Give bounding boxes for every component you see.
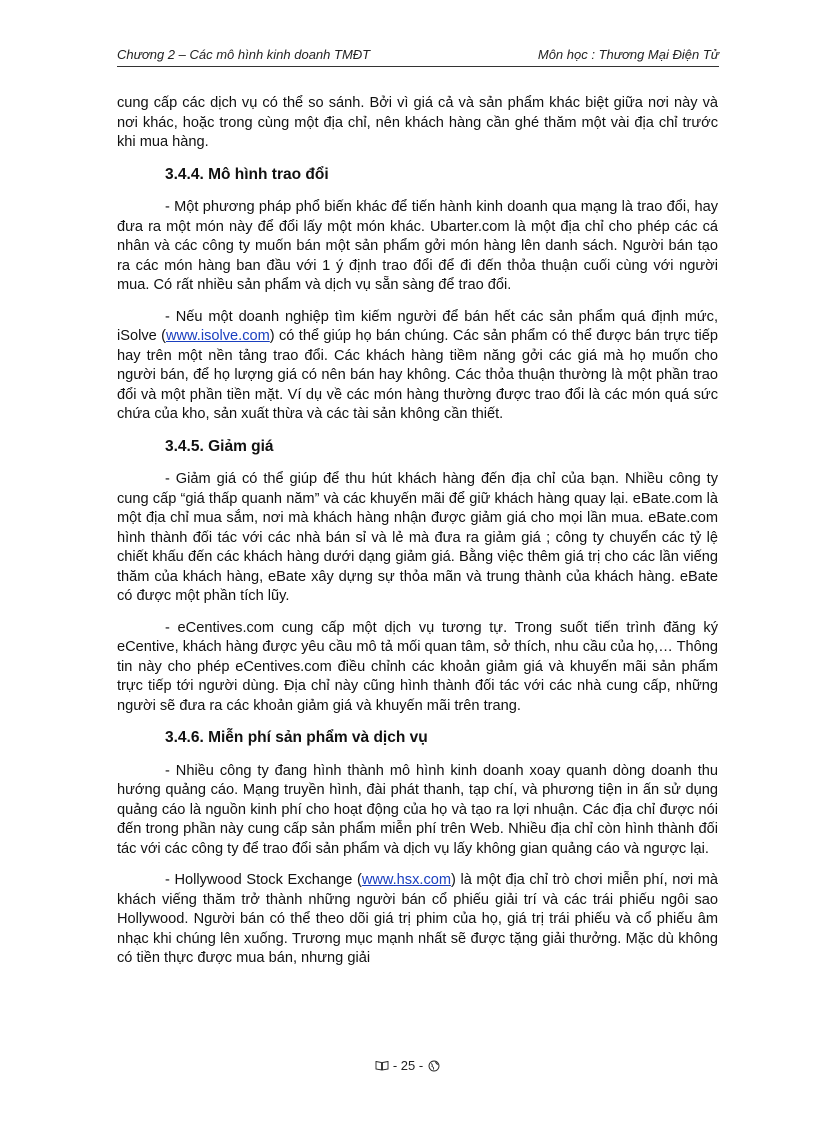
paragraph-barter-1: - Một phương pháp phổ biến khác để tiến hành kinh doanh qua mạng là trao đổi, hay đưa ra một món này để đổi lấy một món khác. Ubarter.com là một địa chỉ cho phép các cá nhân và các công ty muốn bán một sản phẩm gởi món hàng lên danh sách. Người bán tạo ra các món hàng ban đầu với 1 ý định trao đổi để đi đến thỏa thuận cuối cùng với người mua. Có rất nhiều sản phẩm và dịch vụ sẵn sàng để trao đổi. (117, 199, 718, 293)
paragraph-discount-1: - Giảm giá có thể giúp để thu hút khách hàng đến địa chỉ của bạn. Nhiều công ty cung cấp “giá thấp quanh năm” và các khuyến mãi để giữ khách hàng quay lại. eBate.com là một địa chỉ mua sắm, nơi mà khách hàng nhận được giảm giá cho mọi lần mua. eBate.com hình thành đối tác với các nhà bán sỉ và lẻ mà đưa ra giảm giá ; công ty chuyển các tỷ lệ chiết khấu đến các khách hàng dưới dạng giảm giá. Bằng việc thêm giá trị cho các lần viếng thăm của khách hàng, eBate xây dựng sự thỏa mãn và trung thành của khách hàng. eBate có được một phần tích lũy. (117, 471, 718, 604)
section-heading-3-4-4: 3.4.4. Mô hình trao đổi (165, 165, 329, 183)
section-heading-3-4-6: 3.4.6. Miễn phí sản phẩm và dịch vụ (165, 729, 428, 746)
paragraph-free-2 (117, 871, 718, 969)
page-footer (0, 1058, 816, 1073)
page-body (117, 94, 718, 981)
page-number: - 25 - (392, 1058, 424, 1073)
paragraph-text: ) là một địa chỉ trò chơi miễn phí, nơi mà khách viếng thăm trở thành những người bán cổ phiếu giải trí và các trái phiếu ngôi sao Hollywood. Người bán có thể theo dõi giá trị phim của họ, giá trị trái phiếu và cổ phiếu âm nhạc khi chúng lên xuống. Trương mục mạnh nhất sẽ được tặng giải thưởng. Mặc dù không có tiền thực được mua bán, nhưng giải (117, 872, 719, 966)
isolve-link[interactable]: www.isolve.com (165, 328, 270, 344)
open-book-icon (375, 1060, 389, 1072)
paragraph-barter-2 (117, 308, 718, 425)
header-divider (117, 66, 719, 67)
globe-icon (427, 1060, 441, 1072)
paragraph-intro: cung cấp các dịch vụ có thể so sánh. Bởi vì giá cả và sản phẩm khác biệt giữa nơi này và nơi khác, hoặc trong cùng một địa chỉ, nên khách hàng cần ghé thăm một vài địa chỉ trước khi mua hàng. (117, 95, 718, 150)
hsx-link[interactable]: www.hsx.com (361, 872, 452, 888)
section-heading-3-4-5: 3.4.5. Giảm giá (165, 437, 274, 455)
paragraph-free-1: - Nhiều công ty đang hình thành mô hình kinh doanh xoay quanh dòng doanh thu hướng quảng cáo. Mạng truyền hình, đài phát thanh, tạp chí, và phương tiện in ấn sử dụng quảng cáo là nguồn kinh phí cho hoạt động của họ và tạo ra lợi nhuận. Các địa chỉ được nói đến trong phần này cung cấp sản phẩm miễn phí trên Web. Nhiều địa chỉ còn hình thành đối tác với các công ty để trao đổi sản phẩm và dịch vụ lấy không gian quảng cáo và ngược lại. (117, 762, 718, 857)
paragraph-text: - Nếu một doanh nghiệp tìm kiếm người để bán hết các sản phẩm quá định mức, iSolve ( (117, 308, 718, 344)
paragraph-discount-2: - eCentives.com cung cấp một dịch vụ tương tự. Trong suốt tiến trình đăng ký eCentive, khách hàng được yêu cầu mô tả mối quan tâm, sở thích, nhu cầu của họ,… Thông tin này cho phép eCentives.com điều chỉnh các khoản giảm giá và khuyến mãi sản phẩm trực tiếp tới người dùng. Địa chỉ này cũng hình thành đối tác với các nhà cung cấp, những người sẽ đưa ra các khoản giảm giá và khuyến mãi trên trang. (117, 619, 718, 714)
paragraph-text: - Hollywood Stock Exchange ( (165, 872, 362, 888)
page-header (117, 47, 719, 62)
header-chapter-title: Chương 2 – Các mô hình kinh doanh TMĐT (117, 47, 371, 62)
header-course-title: Môn học : Thương Mại Điện Tử (537, 47, 719, 62)
paragraph-text: ) có thể giúp họ bán chúng. Các sản phẩm có thể được bán trực tiếp hay trên một nền tảng trao đổi. Các khách hàng tiềm năng gởi các giá mà họ muốn cho người bán, để họ lượng giá có nên bán hay không. Các thỏa thuận thường là một phần trao đổi và một phần tiền mặt. Ví dụ về các món hàng thường được trao đổi là các món quá sức chứa của kho, sản xuất thừa và các tài sản không cần thiết. (117, 328, 718, 422)
